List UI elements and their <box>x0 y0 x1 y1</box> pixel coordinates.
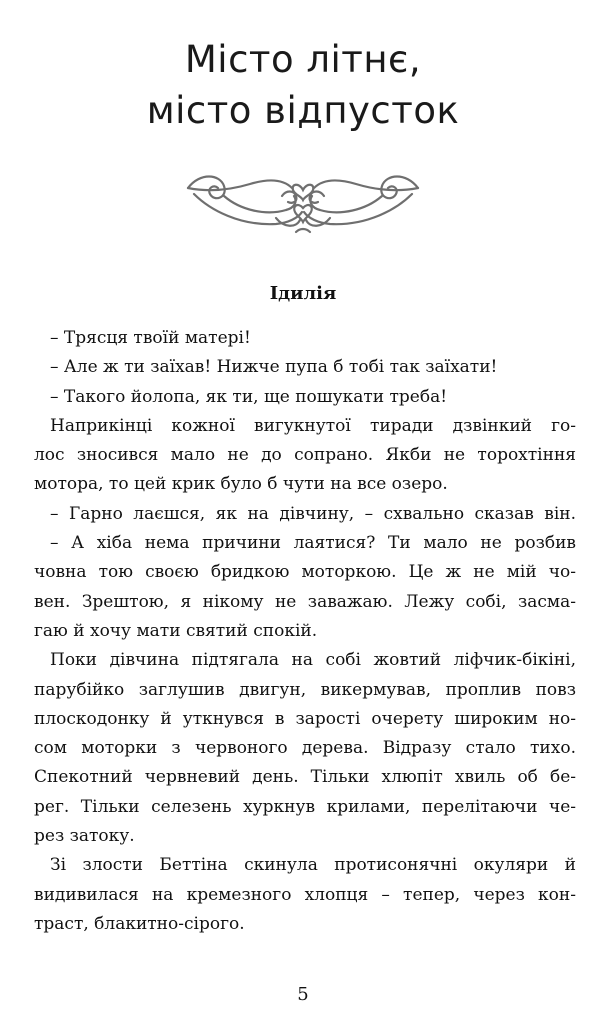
text-line: рег. Тільки селезень хуркнув крилами, перелітаючи че- <box>34 796 576 817</box>
text-line: – Трясця твоїй матері! <box>50 328 251 348</box>
text-line: парубійко заглушив двигун, викермував, проплив повз <box>34 679 576 700</box>
text-line: Поки дівчина підтягала на собі жовтий ліфчик-бікіні, <box>50 650 576 671</box>
chapter-heading <box>0 34 606 136</box>
page-number: 5 <box>297 984 309 1005</box>
text-line: гаю й хочу мати святий спокій. <box>34 620 318 641</box>
text-line: лос зносився мало не до сопрано. Якби не торохтіння <box>34 445 576 466</box>
text-line: видивилася на кремезного хлопця – тепер, через кон- <box>34 884 576 905</box>
text-line: рез затоку. <box>34 826 135 847</box>
text-line: – Такого йолопа, як ти, ще пошукати треба! <box>50 386 448 407</box>
text-line: – А хіба нема причини лаятися? Ти мало не розбив <box>50 533 576 554</box>
text-line: мотора, то цей крик було б чути на все озеро. <box>34 474 448 495</box>
heading-line-2: місто відпусток <box>146 89 460 132</box>
story-text <box>34 324 576 939</box>
text-line: човна тою своєю бридкою моторкою. Це ж не мій чо- <box>34 562 576 583</box>
decorative-flourish-icon <box>180 166 426 238</box>
text-line: Наприкінці кожної вигукнутої тиради дзвінкий го- <box>50 415 576 436</box>
text-line: Спекотний червневий день. Тільки хлюпіт хвиль об бе- <box>34 767 576 788</box>
heading-line-1: Місто літнє, <box>184 38 422 81</box>
text-line: – Але ж ти заїхав! Нижче пупа б тобі так заїхати! <box>50 357 498 378</box>
text-line: плоскодонку й уткнувся в зарості очерету широким но- <box>34 708 576 729</box>
text-line: вен. Зрештою, я нікому не заважаю. Лежу собі, засма- <box>34 591 576 612</box>
text-line: траст, блакитно-сірого. <box>34 913 245 934</box>
section-title: Ідилія <box>269 283 337 304</box>
text-line: Зі злости Беттіна скинула протисонячні окуляри й <box>50 855 576 876</box>
text-line: сом моторки з червоного дерева. Відразу стало тихо. <box>34 738 576 759</box>
text-line: – Гарно лаєшся, як на дівчину, – схвально сказав він. <box>50 503 576 524</box>
